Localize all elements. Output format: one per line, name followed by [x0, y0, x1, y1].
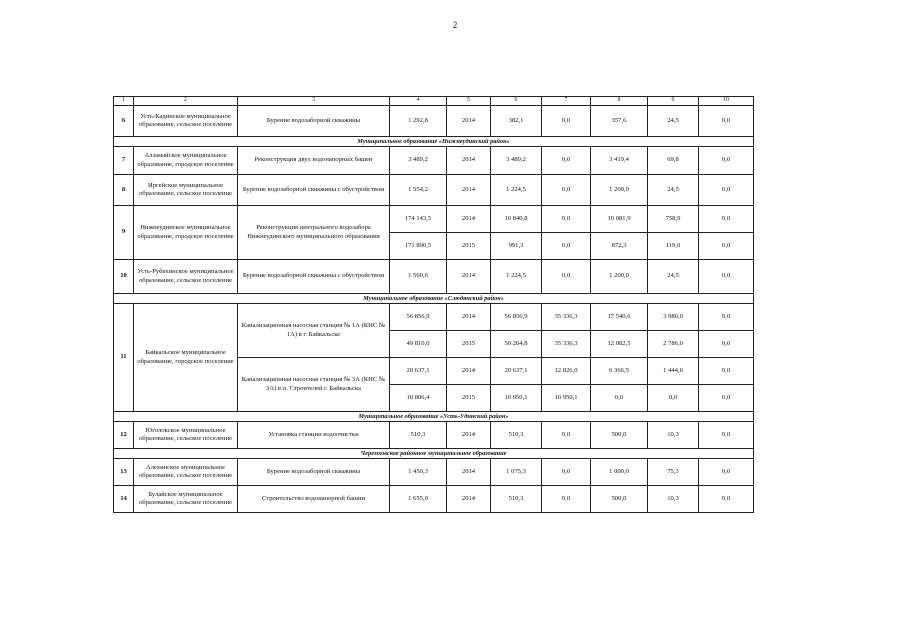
- cell-value: 1 200,0: [591, 175, 648, 206]
- cell-value: 10 806,4: [390, 385, 447, 412]
- cell-value: 171 890,5: [390, 233, 447, 260]
- data-table: [113, 96, 754, 513]
- header-cell: 6: [491, 97, 542, 106]
- municipality-name: Нижнеудинское муниципальное образование, городское поселение: [134, 206, 238, 260]
- table-row: [114, 459, 754, 486]
- cell-value: 0,0: [699, 106, 754, 137]
- cell-value: 119,0: [648, 233, 699, 260]
- row-number: 9: [114, 206, 134, 260]
- cell-value: 20 637,1: [491, 358, 542, 385]
- cell-value: 510,3: [491, 486, 542, 513]
- page-number: 2: [452, 20, 458, 30]
- cell-value: 10 950,1: [542, 385, 591, 412]
- section-header-row: [114, 449, 754, 459]
- header-cell: 3: [238, 97, 390, 106]
- cell-value: 1 560,6: [390, 260, 447, 294]
- cell-value: 56 856,9: [491, 304, 542, 331]
- cell-value: 2 786,0: [648, 331, 699, 358]
- municipality-name: Юголокское муниципальное образование, сельское поселение: [134, 422, 238, 449]
- row-number: 14: [114, 486, 134, 513]
- work-description: Реконструкция двух водонапорных башен: [238, 147, 390, 175]
- cell-value: 872,3: [591, 233, 648, 260]
- cell-value: 1 655,0: [390, 486, 447, 513]
- header-cell: 8: [591, 97, 648, 106]
- work-description: Бурение водозаборной скважины: [238, 106, 390, 137]
- row-number: 11: [114, 304, 134, 412]
- cell-value: 500,0: [591, 486, 648, 513]
- cell-value: 0,0: [542, 206, 591, 233]
- cell-value: 75,3: [648, 459, 699, 486]
- cell-value: 1 224,5: [491, 260, 542, 294]
- cell-value: 24,5: [648, 260, 699, 294]
- cell-value: 1 450,3: [390, 459, 447, 486]
- cell-value: 3 489,2: [491, 147, 542, 175]
- work-description: Строительство водонапорной башни: [238, 486, 390, 513]
- row-number: 6: [114, 106, 134, 137]
- header-cell: 9: [648, 97, 699, 106]
- cell-value: 510,3: [390, 422, 447, 449]
- municipality-name: Байкальское муниципальное образование, городское поселение: [134, 304, 238, 412]
- row-number: 13: [114, 459, 134, 486]
- cell-value: 510,3: [491, 422, 542, 449]
- municipality-name: Усть-Рубахинское муниципальное образование, сельское поселение: [134, 260, 238, 294]
- cell-year: 2014: [447, 422, 491, 449]
- cell-value: 0,0: [699, 147, 754, 175]
- cell-value: 0,0: [542, 233, 591, 260]
- cell-year: 2014: [447, 358, 491, 385]
- cell-value: 50 204,8: [491, 331, 542, 358]
- section-title: Черемховское районное муниципальное образование: [114, 449, 754, 459]
- section-title: Муниципальное образование «Усть-Удинский район»: [114, 412, 754, 422]
- cell-year: 2014: [447, 106, 491, 137]
- cell-value: 1 444,6: [648, 358, 699, 385]
- cell-value: 0,0: [699, 233, 754, 260]
- cell-value: 0,0: [591, 385, 648, 412]
- cell-value: 56 856,9: [390, 304, 447, 331]
- row-number: 10: [114, 260, 134, 294]
- table-row: [114, 260, 754, 294]
- cell-value: 0,0: [542, 260, 591, 294]
- cell-value: 10 950,1: [491, 385, 542, 412]
- cell-value: 20 637,1: [390, 358, 447, 385]
- cell-value: 10 840,8: [491, 206, 542, 233]
- cell-value: 6 366,5: [591, 358, 648, 385]
- cell-value: 0,0: [648, 385, 699, 412]
- row-number: 7: [114, 147, 134, 175]
- table-row: [114, 486, 754, 513]
- row-number: 12: [114, 422, 134, 449]
- header-cell: 1: [114, 97, 134, 106]
- work-description: Установка станции водоочистки: [238, 422, 390, 449]
- cell-value: 357,6: [591, 106, 648, 137]
- cell-value: 0,0: [542, 459, 591, 486]
- cell-value: 0,0: [699, 385, 754, 412]
- header-cell: 4: [390, 97, 447, 106]
- municipality-name: Алехинское муниципальное образование, сельское поселение: [134, 459, 238, 486]
- cell-value: 0,0: [542, 486, 591, 513]
- cell-value: 1 000,0: [591, 459, 648, 486]
- section-header-row: [114, 137, 754, 147]
- section-header-row: [114, 412, 754, 422]
- cell-value: 0,0: [699, 331, 754, 358]
- cell-year: 2014: [447, 260, 491, 294]
- cell-value: 0,0: [699, 486, 754, 513]
- cell-value: 10 081,9: [591, 206, 648, 233]
- work-description: Бурение водозаборной скважины с обустройством: [238, 260, 390, 294]
- cell-value: 0,0: [542, 106, 591, 137]
- cell-value: 3 419,4: [591, 147, 648, 175]
- cell-value: 174 143,5: [390, 206, 447, 233]
- section-header-row: [114, 294, 754, 304]
- cell-value: 1 075,3: [491, 459, 542, 486]
- cell-year: 2015: [447, 233, 491, 260]
- cell-value: 10,3: [648, 422, 699, 449]
- cell-year: 2015: [447, 331, 491, 358]
- work-description: Бурение водозаборной скважины с обустройством: [238, 175, 390, 206]
- cell-value: 10,3: [648, 486, 699, 513]
- cell-value: 0,0: [699, 206, 754, 233]
- section-title: Муниципальное образование «Нижнеудинский район»: [114, 137, 754, 147]
- work-description: Канализационная насосная станция № 1А (КНС № 1А) в г. Байкальске: [238, 304, 390, 358]
- table-row: [114, 175, 754, 206]
- cell-year: 2014: [447, 459, 491, 486]
- cell-value: 0,0: [699, 422, 754, 449]
- table-row: [114, 147, 754, 175]
- cell-value: 1 224,5: [491, 175, 542, 206]
- cell-year: 2014: [447, 175, 491, 206]
- work-description: Канализационная насосная станция № 3А (КНС № 3А) в п. Строителей г. Байкальска: [238, 358, 390, 412]
- cell-value: 12 826,0: [542, 358, 591, 385]
- cell-year: 2014: [447, 206, 491, 233]
- cell-value: 0,0: [699, 459, 754, 486]
- table-row: [114, 206, 754, 233]
- work-description: Бурение водозаборной скважины: [238, 459, 390, 486]
- cell-year: 2014: [447, 304, 491, 331]
- cell-value: 0,0: [699, 175, 754, 206]
- row-number: 8: [114, 175, 134, 206]
- cell-value: 35 336,3: [542, 331, 591, 358]
- cell-value: 0,0: [542, 422, 591, 449]
- cell-value: 0,0: [699, 358, 754, 385]
- cell-value: 17 540,6: [591, 304, 648, 331]
- header-cell: 7: [542, 97, 591, 106]
- work-description: Реконструкция центрального водозабора Нижнеудинского муниципального образования: [238, 206, 390, 260]
- cell-year: 2014: [447, 486, 491, 513]
- cell-value: 3 489,2: [390, 147, 447, 175]
- header-row: [114, 97, 754, 106]
- cell-value: 12 082,5: [591, 331, 648, 358]
- cell-value: 3 980,0: [648, 304, 699, 331]
- section-title: Муниципальное образование «Слюдянский район»: [114, 294, 754, 304]
- cell-value: 24,5: [648, 106, 699, 137]
- cell-value: 69,8: [648, 147, 699, 175]
- municipality-name: Булайское муниципальное образование, сельское поселение: [134, 486, 238, 513]
- table-row: [114, 304, 754, 331]
- cell-value: 991,3: [491, 233, 542, 260]
- cell-value: 382,1: [491, 106, 542, 137]
- municipality-name: Иргейское муниципальное образование, сельское поселение: [134, 175, 238, 206]
- cell-year: 2014: [447, 147, 491, 175]
- table-row: [114, 106, 754, 137]
- cell-value: 1 554,2: [390, 175, 447, 206]
- municipality-name: Усть-Кадинское муниципальное образование, сельское поселение: [134, 106, 238, 137]
- cell-value: 1 200,0: [591, 260, 648, 294]
- cell-value: 49 810,0: [390, 331, 447, 358]
- header-cell: 2: [134, 97, 238, 106]
- header-cell: 10: [699, 97, 754, 106]
- cell-value: 1 292,8: [390, 106, 447, 137]
- table-row: [114, 422, 754, 449]
- cell-value: 35 336,3: [542, 304, 591, 331]
- cell-value: 24,5: [648, 175, 699, 206]
- cell-value: 0,0: [542, 147, 591, 175]
- cell-value: 0,0: [699, 304, 754, 331]
- cell-value: 0,0: [542, 175, 591, 206]
- cell-value: 0,0: [699, 260, 754, 294]
- cell-year: 2015: [447, 385, 491, 412]
- header-cell: 5: [447, 97, 491, 106]
- cell-value: 500,0: [591, 422, 648, 449]
- cell-value: 758,9: [648, 206, 699, 233]
- municipality-name: Алзамайское муниципальное образование, городское поселение: [134, 147, 238, 175]
